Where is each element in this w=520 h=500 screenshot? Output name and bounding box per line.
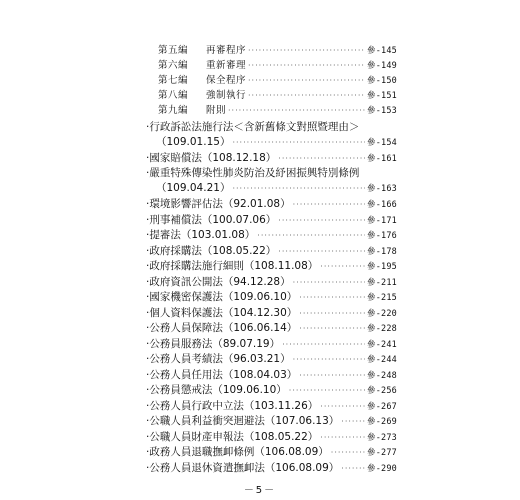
dot-leader [320, 431, 365, 445]
page-number: 參-176 [367, 231, 397, 241]
dot-leader [257, 229, 365, 243]
toc-entry-title-line: ‧嚴重特殊傳染性肺炎防治及紓困振興特別條例 [146, 167, 360, 179]
dot-leader [341, 462, 365, 476]
dot-leader [232, 182, 365, 196]
page-number: 參-220 [367, 308, 397, 319]
dot-leader [282, 338, 365, 352]
dot-leader [248, 89, 365, 103]
page-number: 參-178 [367, 246, 397, 257]
toc-part-row [146, 59, 397, 73]
page-number: 參-166 [367, 200, 397, 210]
dot-leader [299, 291, 365, 305]
entry-title: ‧公務人員退休資遣撫卹法（106.08.09） [146, 461, 340, 474]
toc-entry-title-line: ‧行政訴訟法施行法＜含新舊條文對照暨理由＞ [146, 121, 360, 133]
dot-leader [293, 353, 365, 367]
dot-leader [278, 214, 365, 228]
part-title: 重新審理 [206, 60, 247, 71]
part-title: 強制執行 [206, 90, 247, 101]
dot-leader [341, 415, 365, 429]
dot-leader [228, 104, 365, 118]
toc-entry-row [146, 399, 397, 413]
dot-leader [293, 198, 365, 212]
page-number: 參-215 [367, 293, 397, 303]
entry-title: ‧個人資料保護法（104.12.30） [146, 306, 298, 319]
page-number: 參-145 [367, 46, 397, 56]
entry-title: ‧政府資訊公開法（94.12.28） [146, 275, 291, 288]
toc-entry-row [146, 290, 397, 304]
page-number: 參-241 [367, 339, 397, 350]
part-number: 第七編 [158, 75, 189, 86]
dot-leader [320, 260, 365, 274]
toc-entry-row [146, 259, 397, 273]
page-number: 參-195 [367, 262, 397, 272]
entry-title: ‧公務人員行政中立法（103.11.26） [146, 399, 319, 412]
toc-entry-row [146, 352, 397, 366]
entry-title: ‧公務員懲戒法（109.06.10） [146, 384, 287, 396]
toc-entry-row [146, 414, 397, 428]
entry-title: ‧提審法（103.01.08） [146, 229, 256, 241]
page-number: 參-290 [367, 463, 397, 474]
dot-leader [248, 59, 365, 73]
part-number: 第六編 [158, 60, 189, 71]
entry-title: ‧國家賠償法（108.12.18） [146, 152, 277, 164]
dot-leader [299, 369, 365, 383]
dot-leader [278, 245, 365, 259]
page-number: 參-277 [367, 448, 397, 458]
entry-title: ‧公職人員利益衝突迴避法（107.06.13） [146, 415, 340, 427]
part-label [146, 104, 226, 118]
toc-part-row [146, 89, 397, 103]
entry-title: ‧國家機密保護法（109.06.10） [146, 291, 298, 303]
dot-leader [331, 446, 365, 460]
toc-entry-row [146, 181, 397, 195]
toc-part-row [146, 104, 397, 118]
page-number: 參-154 [367, 138, 397, 148]
part-title: 保全程序 [206, 75, 247, 86]
page-number: 參-244 [367, 355, 397, 365]
dot-leader [278, 152, 365, 166]
page-number: 參-151 [367, 91, 397, 101]
dot-leader [320, 400, 365, 414]
part-title: 再審程序 [206, 45, 247, 56]
page-number: 參-161 [367, 154, 397, 164]
page-number: 參-228 [367, 324, 397, 334]
entry-title: ‧公務人員任用法（108.04.03） [146, 368, 298, 381]
toc-entry-row [146, 135, 397, 149]
toc-part-row [146, 74, 397, 88]
part-number: 第九編 [158, 105, 189, 116]
toc-entry-row [146, 430, 397, 444]
page-number: 參-269 [367, 417, 397, 427]
toc-entry-row [146, 213, 397, 227]
entry-title: ‧公務員服務法（89.07.19） [146, 337, 281, 350]
page-footer-number: －5－ [243, 485, 277, 496]
entry-title: ‧政府採購法施行細則（108.11.08） [146, 260, 319, 272]
dot-leader [232, 136, 365, 150]
toc-entry-row [146, 306, 397, 320]
toc-entry-row [146, 197, 397, 211]
part-label [146, 44, 246, 58]
entry-title: ‧公務人員保障法（106.06.14） [146, 322, 298, 334]
dot-leader [293, 276, 365, 290]
page-number: 參-211 [367, 277, 397, 288]
dot-leader [248, 44, 365, 58]
entry-title: ‧政府採購法（108.05.22） [146, 244, 277, 257]
entry-title: ‧政務人員退職撫卹條例（106.08.09） [146, 446, 329, 458]
toc-entry-row [146, 368, 397, 382]
dot-leader [289, 384, 365, 398]
toc-entry-row [146, 461, 397, 475]
toc-entry-row [146, 244, 397, 258]
toc-entry-row [146, 321, 397, 335]
part-number: 第五編 [158, 45, 189, 56]
page-number: 參-256 [367, 386, 397, 396]
part-number: 第八編 [158, 90, 189, 101]
toc-entry-row [146, 337, 397, 351]
part-label [146, 59, 246, 73]
page-number: 參-149 [367, 61, 397, 71]
entry-title: ‧公務人員考績法（96.03.21） [146, 353, 291, 365]
page-number: 參-248 [367, 370, 397, 381]
page-number: 參-267 [367, 401, 397, 412]
entry-title: ‧公職人員財產申報法（108.05.22） [146, 430, 319, 443]
toc-entry-row [146, 445, 397, 459]
entry-date: （109.01.15） [156, 136, 231, 148]
part-title: 附則 [206, 105, 227, 116]
toc-part-row [146, 44, 397, 58]
part-label [146, 74, 246, 88]
toc-entry-row [146, 383, 397, 397]
part-label [146, 89, 246, 103]
page-number: 參-273 [367, 432, 397, 443]
dot-leader [299, 307, 365, 321]
page-number: 參-150 [367, 76, 397, 86]
entry-date: （109.04.21） [156, 182, 231, 194]
page-number: 參-171 [367, 215, 397, 226]
dot-leader [248, 74, 365, 88]
page-number: 參-163 [367, 184, 397, 194]
toc-entry-row [146, 275, 397, 289]
page-number: 參-153 [367, 106, 397, 116]
toc-entry-row [146, 228, 397, 242]
toc-entry-row [146, 151, 397, 165]
entry-title: ‧刑事補償法（100.07.06） [146, 213, 277, 226]
dot-leader [299, 322, 365, 336]
entry-title: ‧環境影響評估法（92.01.08） [146, 198, 291, 210]
